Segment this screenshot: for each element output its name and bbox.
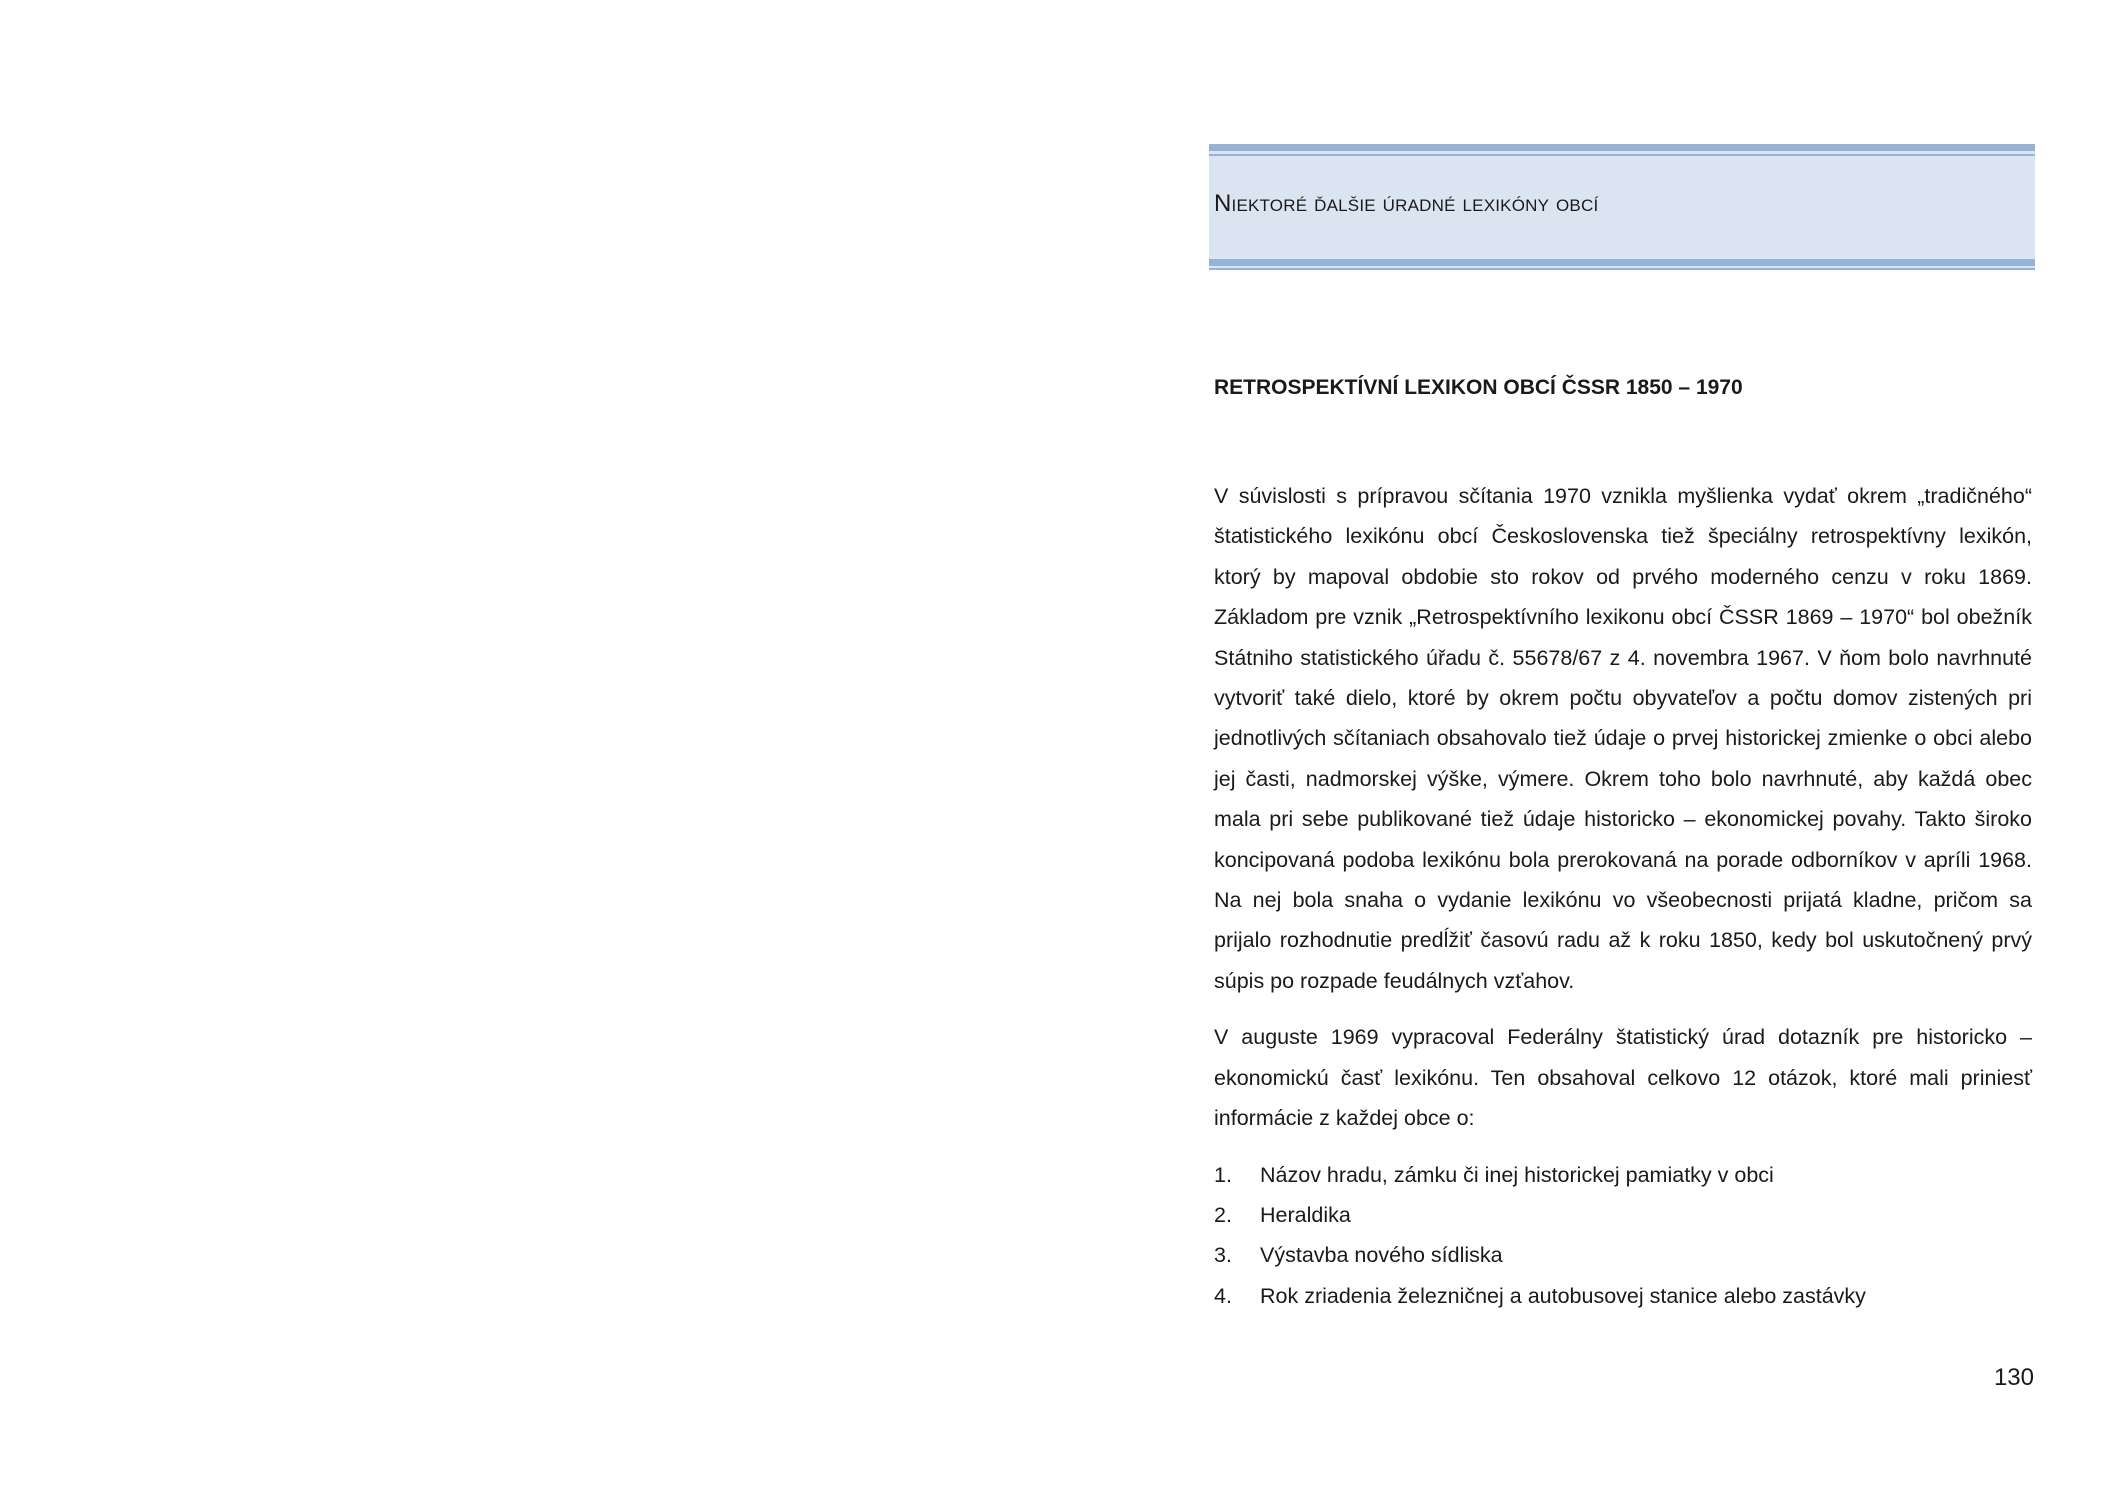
list-item-number: 3.: [1214, 1243, 1232, 1268]
page-content: [1214, 370, 2032, 1316]
list-item-number: 2.: [1214, 1202, 1232, 1227]
list-item: [1214, 1195, 2032, 1235]
chapter-title: Niektoré ďalšie úradné lexikóny obcí: [1214, 190, 1599, 217]
list-item-text: Názov hradu, zámku či inej historickej pamiatky v obci: [1260, 1162, 1774, 1187]
list-item-text: Výstavba nového sídliska: [1260, 1243, 1503, 1268]
header-rule-top-thick: [1209, 144, 2035, 151]
header-rule-bottom-thick: [1209, 259, 2035, 266]
list-item: [1214, 1276, 2032, 1316]
section-heading: RETROSPEKTÍVNÍ LEXIKON OBCÍ ČSSR 1850 – 1970: [1214, 376, 1743, 399]
header-rule-bottom-thin: [1209, 268, 2035, 270]
list-item-number: 4.: [1214, 1283, 1232, 1308]
numbered-list: [1214, 1155, 2032, 1317]
list-item-text: Heraldika: [1260, 1202, 1351, 1227]
chapter-header-band: [1209, 144, 2035, 270]
header-rule-top-thin: [1209, 154, 2035, 156]
page-number: 130: [1993, 1364, 2034, 1391]
list-item-number: 1.: [1214, 1162, 1232, 1187]
list-item: [1214, 1235, 2032, 1275]
body-paragraph: V súvislosti s prípravou sčítania 1970 vznikla myšlienka vydať okrem „tradičného“ štatistického lexikónu obcí Československa tiež špeciálny retrospektívny lexikón, ktorý by mapoval obdobie sto rokov od prvého moderného cenzu v roku 1869. Základom pre vznik „Retrospektívního lexikonu obcí ČSSR 1869 – 1970“ bol obežník Státniho statistického úřadu č. 55678/67 z 4. novembra 1967. V ňom bolo navrhnuté vytvoriť také dielo, ktoré by okrem počtu obyvateľov a počtu domov zistených pri jednotlivých sčítaniach obsahovalo tiež údaje o prvej historickej zmienke o obci alebo jej časti, nadmorskej výške, výmere. Okrem toho bolo navrhnuté, aby každá obec mala pri sebe publikované tiež údaje historicko – ekonomickej povahy. Takto široko koncipovaná podoba lexikónu bola prerokovaná na porade odborníkov v apríli 1968. Na nej bola snaha o vydanie lexikónu vo všeobecnosti prijatá kladne, pričom sa prijalo rozhodnutie predĺžiť časovú radu až k roku 1850, kedy bol uskutočnený prvý súpis po rozpade feudálnych vzťahov.: [1214, 484, 2032, 993]
list-item-text: Rok zriadenia železničnej a autobusovej stanice alebo zastávky: [1260, 1283, 1866, 1308]
list-item: [1214, 1155, 2032, 1195]
body-paragraph: V auguste 1969 vypracoval Federálny štatistický úrad dotazník pre historicko – ekonomickú časť lexikónu. Ten obsahoval celkovo 12 otázok, ktoré mali priniesť informácie z každej obce o:: [1214, 1025, 2032, 1131]
